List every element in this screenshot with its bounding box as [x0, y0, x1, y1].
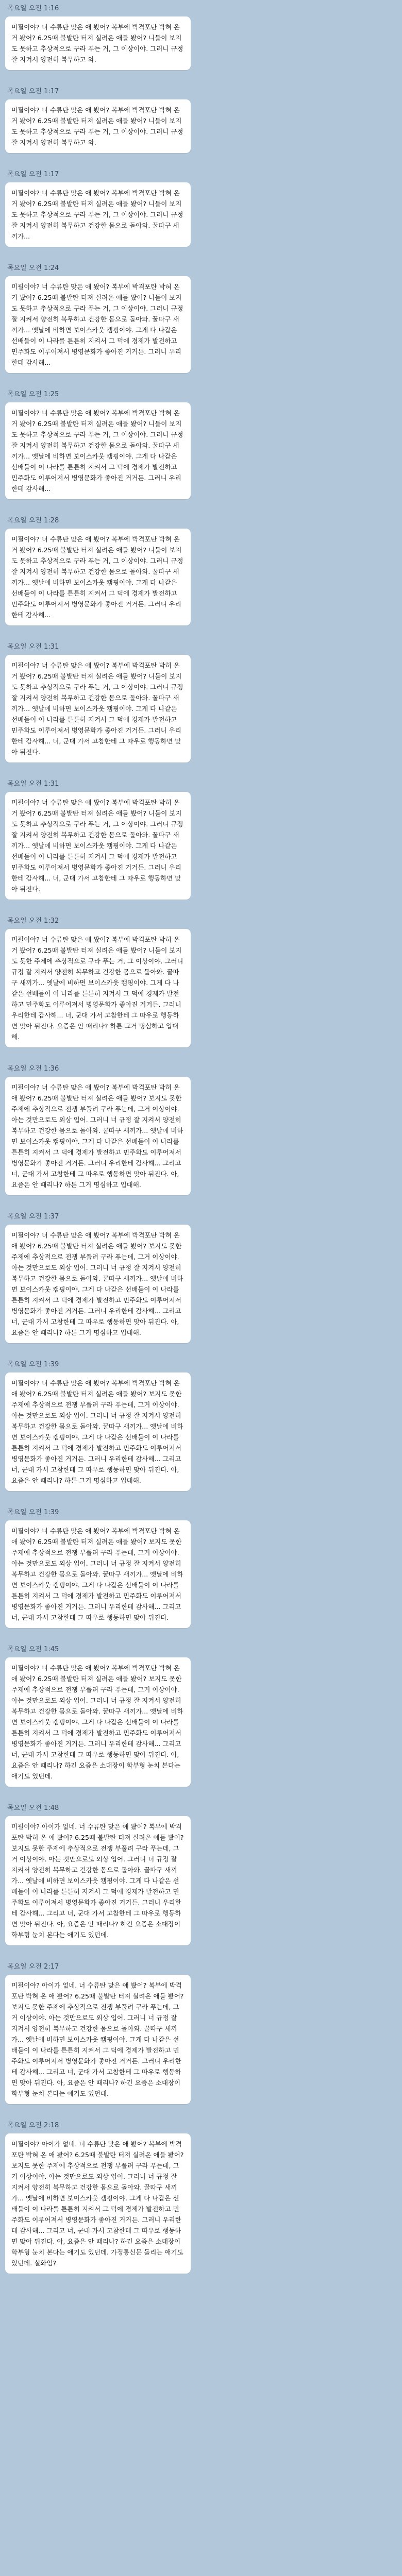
message-bubble[interactable]: 미필이야? 너 수류탄 맞은 애 봤어? 복부에 박격포탄 박혀 온 거 봤어? 6.25때 불발탄 터져 실려온 애들 봤어? 니들이 보지도 못하고 추상적으로 구라 푸는 거, 그 이상이야. 그러니 규정 잘 지켜서 양전히 복무하고 건강한 몸으로 돌아와. 꿀따구 새끼가... 옛날에 비하면 보이스카웃 캠핑이야. 그게 다 나같은 선배들이 이 나라를 튼튼히 지켜서 그 덕에 경제가 발전하고 민주화도 이루어져서 병영문화가 좋아진 거거든. 그러니 우리한테 감사해...	[5, 529, 191, 625]
message-timestamp: 목요일 오전 2:17	[7, 1963, 59, 1971]
message-bubble[interactable]: 미필이야? 너 수류탄 맞은 애 봤어? 복부에 박격포탄 박혀 온 거 봤어? 6.25때 불발탄 터져 실려온 애들 봤어? 니들이 보지도 못하고 추상적으로 구라 푸는 거, 그 이상이야. 그러니 규정 잘 지켜서 양전히 복무하고 건강한 몸으로 돌아와. 꿀따구 새끼가... 옛날에 비하면 보이스카웃 캠핑이야. 그게 다 나같은 선배들이 이 나라를 튼튼히 지켜서 그 덕에 경제가 발전하고 민주화도 이루어져서 병영문화가 좋아진 거거든. 그러니 우리한테 감사해... 너, 군대 가서 고참한테 그 따우로 행동하면 맞아 뒤진다.	[5, 655, 191, 762]
message	[5, 1064, 187, 1195]
message-timestamp: 목요일 오전 1:45	[7, 1646, 59, 1653]
message-bubble[interactable]: 미필이야? 아이가 없네. 너 수류탄 맞은 애 봤어? 복부에 박격포탄 박혀 온 애 봤어? 6.25때 불발탄 터져 실려온 애들 봤어? 보지도 못한 주제에 추상적으로 전쟁 부풀려 구라 푸는데, 그거 이상이야. 아는 것만으로도 외상 입어. 그러니 너 규정 잘 지켜서 양전히 복무하고 건강한 몸으로 돌아와. 꿀따구 새끼가... 옛날에 비하면 보이스카웃 캠핑이야. 그게 다 나같은 선배들이 이 나라를 튼튼히 지켜서 그 덕에 경제가 발전하고 민주화도 이루어져서 병영문화가 좋아진 거거든. 그러니 우리한테 감사해... 그리고 너, 군대 가서 고참한테 그 따우로 행동하면 맞아 뒤진다. 아, 요즘은 안 때리나? 하긴 요즘은 소대장이 학부형 눈치 본다는 애기도 있던데. 가정통신문 돌리는 애기도 있던데. 실화임?	[5, 2133, 191, 2274]
message-timestamp: 목요일 오전 1:28	[7, 517, 59, 524]
message-bubble[interactable]: 미필이야? 너 수류탄 맞은 애 봤어? 복부에 박격포탄 박혀 온 거 봤어? 6.25때 불발탄 터져 실려온 애들 봤어? 니들이 보지도 못하고 추상적으로 구라 푸는 거, 그 이상이야. 그러니 규정 잘 지켜서 양전히 복무하고 건강한 몸으로 돌아와. 꿀따구 새끼가...	[5, 182, 191, 247]
message	[5, 917, 187, 1047]
message-bubble[interactable]: 미필이야? 너 수류탄 맞은 애 봤어? 복부에 박격포탄 박혀 온 거 봤어? 6.25때 불발탄 터져 실려온 애들 봤어? 니들이 보지도 못하고 추상적으로 구라 푸는 거, 그 이상이야. 그러니 규정 잘 지켜서 양전히 복무하고 건강한 몸으로 돌아와. 꿀따구 새끼가... 옛날에 비하면 보이스카웃 캠핑이야. 그게 다 나같은 선배들이 이 나라를 튼튼히 지켜서 그 덕에 경제가 발전하고 민주화도 이루어져서 병영문화가 좋아진 거거든. 그러니 우리한테 감사해... 너, 군대 가서 고참한테 그 따우로 행동하면 맞아 뒤진다.	[5, 792, 191, 900]
message-timestamp: 목요일 오전 1:31	[7, 780, 59, 788]
message-timestamp: 목요일 오전 1:37	[7, 1213, 59, 1221]
message	[5, 1962, 187, 2104]
message	[5, 1804, 187, 1945]
message-bubble[interactable]: 미필이야? 아이가 없네. 너 수류탄 맞은 애 봤어? 복부에 박격포탄 박혀 온 애 봤어? 6.25때 불발탄 터져 실려온 애들 봤어? 보지도 못한 주제에 추상적으로 전쟁 부풀려 구라 푸는데, 그거 이상이야. 아는 것만으로도 외상 입어. 그러니 너 규정 잘 지켜서 양전히 복무하고 건강한 몸으로 돌아와. 꿀따구 새끼가... 옛날에 비하면 보이스카웃 캠핑이야. 그게 다 나같은 선배들이 이 나라를 튼튼히 지켜서 그 덕에 경제가 발전하고 민주화도 이루어져서 병영문화가 좋아진 거거든. 그러니 우리한테 감사해... 그리고 너, 군대 가서 고참한테 그 따우로 행동하면 맞아 뒤진다. 아, 요즘은 안 때리나? 하긴 요즘은 소대장이 학부형 눈치 본다는 애기도 있던데.	[5, 1816, 191, 1945]
message-bubble[interactable]: 미필이야? 너 수류탄 맞은 애 봤어? 복부에 박격포탄 박혀 온 거 봤어? 6.25때 불발탄 터져 실려온 애들 봤어? 니들이 보지도 못하고 추상적으로 구라 푸는 거, 그 이상이야. 그러니 규정 잘 지켜서 양전히 복무하고 건강한 몸으로 돌아와. 꿀따구 새끼가... 옛날에 비하면 보이스카웃 캠핑이야. 그게 다 나같은 선배들이 이 나라를 튼튼히 지켜서 그 덕에 경제가 발전하고 민주화도 이루어져서 병영문화가 좋아진 거거든. 그러니 우리한테 감사해...	[5, 276, 191, 373]
message-bubble[interactable]: 미필이야? 아이가 없네. 너 수류탄 맞은 애 봤어? 복부에 박격포탄 박혀 온 애 봤어? 6.25때 불발탄 터져 실려온 애들 봤어? 보지도 못한 주제에 추상적으로 전쟁 부풀려 구라 푸는데, 그거 이상이야. 아는 것만으로도 외상 입어. 그러니 너 규정 잘 지켜서 양전히 복무하고 건강한 몸으로 돌아와. 꿀따구 새끼가... 옛날에 비하면 보이스카웃 캠핑이야. 그게 다 나같은 선배들이 이 나라를 튼튼히 지켜서 그 덕에 경제가 발전하고 민주화도 이루어져서 병영문화가 좋아진 거거든. 그러니 우리한테 감사해... 그리고 너, 군대 가서 고참한테 그 따우로 행동하면 맞아 뒤진다. 아, 요즘은 안 때리나? 하긴 요즘은 소대장이 학부형 눈치 본다는 애기도 있던데.	[5, 1975, 191, 2104]
message-bubble[interactable]: 미필이야? 너 수류탄 맞은 애 봤어? 복부에 박격포탄 박혀 온 거 봤어? 6.25때 불발탄 터져 실려온 애들 봤어? 니들이 보지도 못하고 추상적으로 구라 푸는 거, 그 이상이야. 그러니 규정 잘 지켜서 양전히 복무하고 와.	[5, 99, 191, 153]
message-timestamp: 목요일 오전 2:18	[7, 2122, 59, 2129]
message-bubble[interactable]: 미필이야? 너 수류탄 맞은 애 봤어? 복부에 박격포탄 박혀 온 애 봤어? 6.25때 불발탄 터져 실려온 애들 봤어? 보지도 못한 주제에 추상적으로 전쟁 부풀려 구라 푸는데, 그거 이상이야. 아는 것만으로도 외상 입어. 그러니 너 규정 잘 지켜서 양전히 복무하고 건강한 몸으로 돌아와. 꿀따구 새끼가... 옛날에 비하면 보이스카웃 캠핑이야. 그게 다 나같은 선배들이 이 나라를 튼튼히 지켜서 그 덕에 경제가 발전하고 민주화도 이루어져서 병영문화가 좋아진 거거든. 그러니 우리한테 감사해... 그리고 너, 군대 가서 고참한테 그 따우로 행동하면 맞아 뒤진다. 아, 요즘은 안 때리나? 하튼 그거 명심하고 입대해.	[5, 1077, 191, 1195]
message-bubble[interactable]: 미필이야? 너 수류탄 맞은 애 봤어? 복부에 박격포탄 박혀 온 애 봤어? 6.25때 불발탄 터져 실려온 애들 봤어? 보지도 못한 주제에 추상적으로 전쟁 부풀려 구라 푸는데, 그거 이상이야. 아는 것만으로도 외상 입어. 그러니 너 규정 잘 지켜서 양전히 복무하고 건강한 몸으로 돌아와. 꿀따구 새끼가... 옛날에 비하면 보이스카웃 캠핑이야. 그게 다 나같은 선배들이 이 나라를 튼튼히 지켜서 그 덕에 경제가 발전하고 민주화도 이루어져서 병영문화가 좋아진 거거든. 그러니 우리한테 감사해... 그리고 너, 군대 가서 고참한테 그 따우로 행동하면 맞아 뒤진다. 아, 요즘은 안 때리나? 하긴 요즘은 소대장이 학부형 눈치 본다는 애기도 있던데.	[5, 1657, 191, 1787]
message-timestamp: 목요일 오전 1:36	[7, 1065, 59, 1073]
message-bubble[interactable]: 미필이야? 너 수류탄 맞은 애 봤어? 복부에 박격포탄 박혀 온 애 봤어? 6.25때 불발탄 터져 실려온 애들 봤어? 보지도 못한 주제에 추상적으로 전쟁 부풀려 구라 푸는데, 그거 이상이야. 아는 것만으로도 외상 입어. 그러니 너 규정 잘 지켜서 양전히 복무하고 건강한 몸으로 돌아와. 꿀따구 새끼가... 옛날에 비하면 보이스카웃 캠핑이야. 그게 다 나같은 선배들이 이 나라를 튼튼히 지켜서 그 덕에 경제가 발전하고 민주화도 이루어져서 병영문화가 좋아진 거거든. 그러니 우리한테 감사해... 그리고 너, 군대 가서 고참한테 그 따우로 행동하면 맞아 뒤진다.	[5, 1520, 191, 1628]
message	[5, 516, 187, 625]
message	[5, 264, 187, 373]
message-bubble[interactable]: 미필이야? 너 수류탄 맞은 애 봤어? 복부에 박격포탄 박혀 온 거 봤어? 6.25때 불발탄 터져 실려온 애들 봤어? 니들이 보지도 못하고 추상적으로 구라 푸는 거, 그 이상이야. 그러니 규정 잘 지켜서 양전히 복무하고 와.	[5, 16, 191, 70]
message-timestamp: 목요일 오전 1:25	[7, 391, 59, 398]
message	[5, 2121, 187, 2274]
message	[5, 390, 187, 499]
message	[5, 779, 187, 900]
message-timestamp: 목요일 오전 1:31	[7, 643, 59, 651]
message	[5, 1360, 187, 1491]
message	[5, 1645, 187, 1787]
message-bubble[interactable]: 미필이야? 너 수류탄 맞은 애 봤어? 복부에 박격포탄 박혀 온 거 봤어? 6.25때 불발탄 터져 실려온 애들 봤어? 니들이 보지도 못한 주제에 추상적으로 구라 푸는 거, 그 이상이야. 그러니 규정 잘 지켜서 양전히 복무하고 건강한 몸으로 돌아와. 꿀따구 새끼가... 옛날에 비하면 보이스카웃 캠핑이야. 그게 다 나같은 선배들이 이 나라를 튼튼히 지켜서 그 덕에 경제가 발전하고 민주화도 이루어져서 병영문화가 좋아진 거거든. 그러니 우리한테 감사해... 너, 군대 가서 고참한테 그 따우로 행동하면 맞아 뒤진다. 요즘은 안 때리나? 하튼 그거 명심하고 입대해.	[5, 929, 191, 1047]
message-timestamp: 목요일 오전 1:32	[7, 917, 59, 925]
message-bubble[interactable]: 미필이야? 너 수류탄 맞은 애 봤어? 복부에 박격포탄 박혀 온 애 봤어? 6.25때 불발탄 터져 실려온 애들 봤어? 보지도 못한 주제에 추상적으로 전쟁 부풀려 구라 푸는데, 그거 이상이야. 아는 것만으로도 외상 입어. 그러니 너 규정 잘 지켜서 양전히 복무하고 건강한 몸으로 돌아와. 꿀따구 새끼가... 옛날에 비하면 보이스카웃 캠핑이야. 그게 다 나같은 선배들이 이 나라를 튼튼히 지켜서 그 덕에 경제가 발전하고 민주화도 이루어져서 병영문화가 좋아진 거거든. 그러니 우리한테 감사해... 그리고 너, 군대 가서 고참한테 그 따우로 행동하면 맞아 뒤진다. 아, 요즘은 안 때리나? 하튼 그거 명심하고 입대해.	[5, 1372, 191, 1491]
message	[5, 1508, 187, 1628]
message-timestamp: 목요일 오전 1:24	[7, 264, 59, 272]
message-timestamp: 목요일 오전 1:48	[7, 1804, 59, 1812]
message	[5, 1212, 187, 1343]
message	[5, 4, 187, 70]
message	[5, 87, 187, 153]
message-timestamp: 목요일 오전 1:39	[7, 1509, 59, 1516]
message-timestamp: 목요일 오전 1:39	[7, 1361, 59, 1368]
message	[5, 642, 187, 762]
message-bubble[interactable]: 미필이야? 너 수류탄 맞은 애 봤어? 복부에 박격포탄 박혀 온 애 봤어? 6.25때 불발탄 터져 실려온 애들 봤어? 보지도 못한 주제에 추상적으로 전쟁 부풀려 구라 푸는데, 그거 이상이야. 아는 것만으로도 외상 입어. 그러니 너 규정 잘 지켜서 양전히 복무하고 건강한 몸으로 돌아와. 꿀따구 새끼가... 옛날에 비하면 보이스카웃 캠핑이야. 그게 다 나같은 선배들이 이 나라를 튼튼히 지켜서 그 덕에 경제가 발전하고 민주화도 이루어져서 병영문화가 좋아진 거거든. 그러니 우리한테 감사해... 그리고 너, 군대 가서 고참한테 그 따우로 행동하면 맞아 뒤진다. 아, 요즘은 안 때리나? 하튼 그거 명심하고 입대해.	[5, 1225, 191, 1343]
message	[5, 170, 187, 247]
message-bubble[interactable]: 미필이야? 너 수류탄 맞은 애 봤어? 복부에 박격포탄 박혀 온 거 봤어? 6.25때 불발탄 터져 실려온 애들 봤어? 니들이 보지도 못하고 추상적으로 구라 푸는 거, 그 이상이야. 그러니 규정 잘 지켜서 양전히 복무하고 건강한 몸으로 돌아와. 꿀따구 새끼가... 옛날에 비하면 보이스카웃 캠핑이야. 그게 다 나같은 선배들이 이 나라를 튼튼히 지켜서 그 덕에 경제가 발전하고 민주화도 이루어져서 병영문화가 좋아진 거거든. 그러니 우리한테 감사해...	[5, 402, 191, 499]
message-timestamp: 목요일 오전 1:17	[7, 88, 59, 95]
message-timestamp: 목요일 오전 1:17	[7, 171, 59, 178]
message-timestamp: 목요일 오전 1:16	[7, 5, 59, 12]
